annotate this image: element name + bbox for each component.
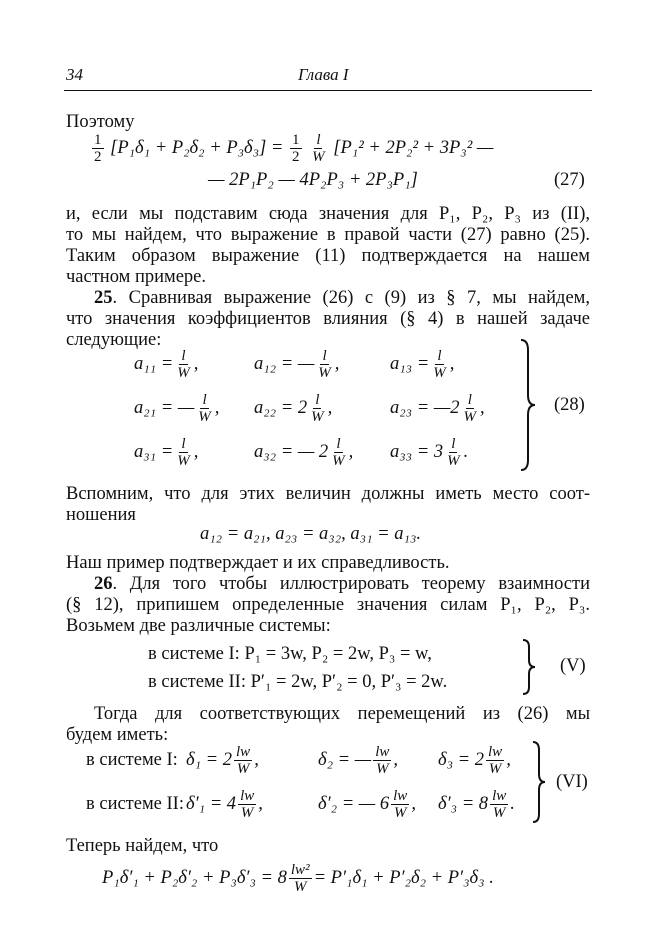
comma: ,: [214, 397, 220, 418]
delta-prime-1: δ′₁ = 4: [186, 793, 237, 814]
comma: ,: [254, 749, 259, 770]
comma: ,: [258, 793, 263, 814]
a11-label: a₁₁ =: [134, 353, 174, 374]
eqVI-row1: [86, 744, 511, 777]
frac-den: W: [312, 149, 325, 165]
sec25-text1: . Сравнивая выражение (26) с (9) из § 7, мы найдем,: [112, 288, 590, 308]
frac-den: W: [433, 365, 446, 381]
frac-num: 1: [94, 132, 102, 148]
eqVI-row2: [86, 788, 515, 821]
right-brace-VI: [530, 740, 548, 824]
frac-den: W: [393, 805, 407, 821]
frac-den: W: [488, 761, 502, 777]
frac-den: W: [236, 761, 250, 777]
eq28-row1: [134, 348, 454, 381]
equation-27-line2: — 2P₁P₂ — 4P₂P₃ + 2P₃P₁]: [208, 170, 418, 190]
eq27-lhs: [P₁δ₁ + P₂δ₂ + P₃δ₃] =: [110, 137, 284, 158]
comma: ,: [334, 353, 340, 374]
chapter-title: Глава I: [298, 65, 349, 84]
frac-den: W: [376, 761, 389, 777]
frac-den: W: [177, 365, 190, 381]
header-rule: [64, 90, 592, 91]
delta1: δ₁ = 2: [186, 749, 233, 770]
para4-line2: будем иметь:: [66, 725, 169, 745]
delta3: δ₃ = 2: [438, 749, 485, 770]
comma: ,: [348, 441, 354, 462]
right-brace-28: [518, 338, 538, 472]
para1-line1: и, если мы подставим сюда значения для P₁, P₂, P₃ из (II),: [66, 204, 590, 224]
eqV-line2: в системе II: P′₁ = 2w, P′₂ = 0, P′₃ = 2w.: [148, 672, 448, 692]
frac-den: W: [240, 805, 254, 821]
fraction-half: [92, 132, 104, 165]
section-number-26: 26: [94, 574, 113, 594]
comma: ,: [411, 793, 416, 814]
comma: ,: [506, 749, 511, 770]
para2-line1: Вспомним, что для этих величин должны иметь место соот-: [66, 484, 590, 504]
intro-word: Поэтому: [66, 112, 135, 132]
sec26-line1: [94, 574, 590, 595]
a13-label: a₁₃ =: [390, 353, 430, 374]
a32-label: a₃₂ = — 2: [254, 441, 329, 462]
frac-num: 1: [292, 132, 300, 148]
frac-num: lw: [393, 788, 408, 804]
eq28-row2: [134, 392, 485, 425]
delta-prime-3: δ′₃ = 8: [438, 793, 489, 814]
frac-den: W: [318, 365, 331, 381]
frac-num: l: [451, 436, 456, 452]
period: .: [510, 793, 515, 814]
frac-lw-w: [486, 744, 504, 777]
equation-28-number: (28): [554, 395, 585, 415]
frac-l-w: [196, 392, 213, 425]
frac-num: l: [322, 348, 327, 364]
frac-num: lw: [375, 744, 390, 760]
frac-lw-w: [490, 788, 508, 821]
frac-den: W: [463, 409, 477, 425]
a31-label: a₃₁ =: [134, 441, 174, 462]
a22-label: a₂₂ = 2: [254, 397, 308, 418]
frac-den: W: [198, 409, 211, 425]
frac-lw2-w: [289, 862, 312, 895]
a23-label: a₂₃ = —2: [390, 397, 460, 418]
sec25-line1: [94, 288, 590, 309]
comma: ,: [193, 441, 199, 462]
para5: Теперь найдем, что: [66, 836, 219, 856]
period: .: [463, 441, 469, 462]
frac-den: W: [447, 453, 460, 469]
frac-den: W: [177, 453, 190, 469]
sec26-line3: Возьмем две различные системы:: [66, 616, 331, 636]
frac-l-w: [462, 392, 479, 425]
frac-num: l: [467, 392, 472, 408]
comma: ,: [393, 749, 399, 770]
frac-lw-w: [238, 788, 256, 821]
a33-label: a₃₃ = 3: [390, 441, 444, 462]
frac-lw-w: [234, 744, 252, 777]
sec26-line2: (§ 12), припишем определенные значения силам P₁, P₂, P₃.: [66, 595, 590, 615]
frac-l-w: [175, 348, 192, 381]
frac-den: W: [332, 453, 345, 469]
equation-27-line1: [90, 132, 493, 165]
frac-l-w: [330, 436, 347, 469]
a12-label: a₁₂ = —: [254, 353, 315, 374]
system-2-label: в системе II:: [86, 793, 184, 814]
frac-l-w: [445, 436, 462, 469]
system-1-label: в системе I:: [86, 749, 178, 770]
frac-num: lw: [488, 744, 503, 760]
final-eq-lhs: P₁δ′₁ + P₂δ′₂ + P₃δ′₃ = 8: [102, 867, 287, 888]
eq27-rhs-line1: [P₁² + 2P₂² + 3P₃² —: [333, 137, 494, 158]
delta-prime-2: δ′₂ = — 6: [318, 793, 390, 814]
a21-label: a₂₁ = —: [134, 397, 195, 418]
frac-den: 2: [292, 149, 300, 165]
frac-num: l: [336, 436, 341, 452]
frac-l-w: [316, 348, 333, 381]
comma: ,: [327, 397, 333, 418]
equation-V-number: (V): [560, 656, 586, 676]
para3: Наш пример подтверждает и их справедливость.: [66, 553, 450, 573]
frac-den: 2: [94, 149, 102, 165]
para1-line3: Таким образом выражение (11) подтверждается на нашем: [66, 246, 590, 266]
fraction-half-2: [290, 132, 302, 165]
sec26-text1: . Для того чтобы иллюстрировать теорему взаимности: [112, 574, 590, 594]
eq28-row3: [134, 436, 468, 469]
frac-den: W: [311, 409, 324, 425]
equation-VI-number: (VI): [556, 772, 588, 792]
final-equation: [102, 862, 494, 895]
eqV-line1: в системе I: P₁ = 3w, P₂ = 2w, P₃ = w,: [148, 644, 432, 664]
frac-l-w: [309, 392, 326, 425]
frac-num: lw: [236, 744, 251, 760]
frac-lw-w: [373, 744, 391, 777]
final-eq-rhs: = P′₁δ₁ + P′₂δ₂ + P′₃δ₃ .: [313, 867, 494, 888]
para2-line2: ношения: [66, 505, 136, 525]
para1-line4: частном примере.: [66, 267, 206, 287]
comma: ,: [193, 353, 199, 374]
frac-num: lw: [240, 788, 255, 804]
sec25-line2: что значения коэффициентов влияния (§ 4) в нашей задаче: [66, 309, 590, 329]
para4-line1: Тогда для соответствующих перемещений из (26) мы: [94, 704, 590, 724]
comma: ,: [480, 397, 485, 418]
reciprocity-relations: a₁₂ = a₂₁, a₂₃ = a₃₂, a₃₁ = a₁₃.: [200, 524, 422, 544]
frac-den: W: [492, 805, 506, 821]
frac-num: l: [202, 392, 207, 408]
fraction-l-over-w: [310, 132, 327, 165]
frac-num: l: [181, 436, 186, 452]
section-number-25: 25: [94, 288, 113, 308]
para1-line2: то мы найдем, что выражение в правой части (27) равно (25).: [66, 225, 590, 245]
sec25-line3: следующие:: [66, 330, 162, 350]
equation-27-number: (27): [554, 170, 585, 190]
frac-l-w: [431, 348, 448, 381]
frac-den: W: [293, 879, 307, 895]
comma: ,: [449, 353, 455, 374]
frac-num: l: [437, 348, 442, 364]
frac-num: lw: [492, 788, 507, 804]
frac-l-w: [175, 436, 192, 469]
frac-lw-w: [391, 788, 409, 821]
page-number: 34: [66, 65, 83, 84]
frac-num: l: [315, 392, 320, 408]
frac-num: l: [316, 132, 321, 148]
frac-num: lw²: [290, 862, 310, 878]
right-brace-V: [520, 638, 538, 696]
frac-num: l: [181, 348, 186, 364]
delta2: δ₂ = —: [318, 749, 372, 770]
